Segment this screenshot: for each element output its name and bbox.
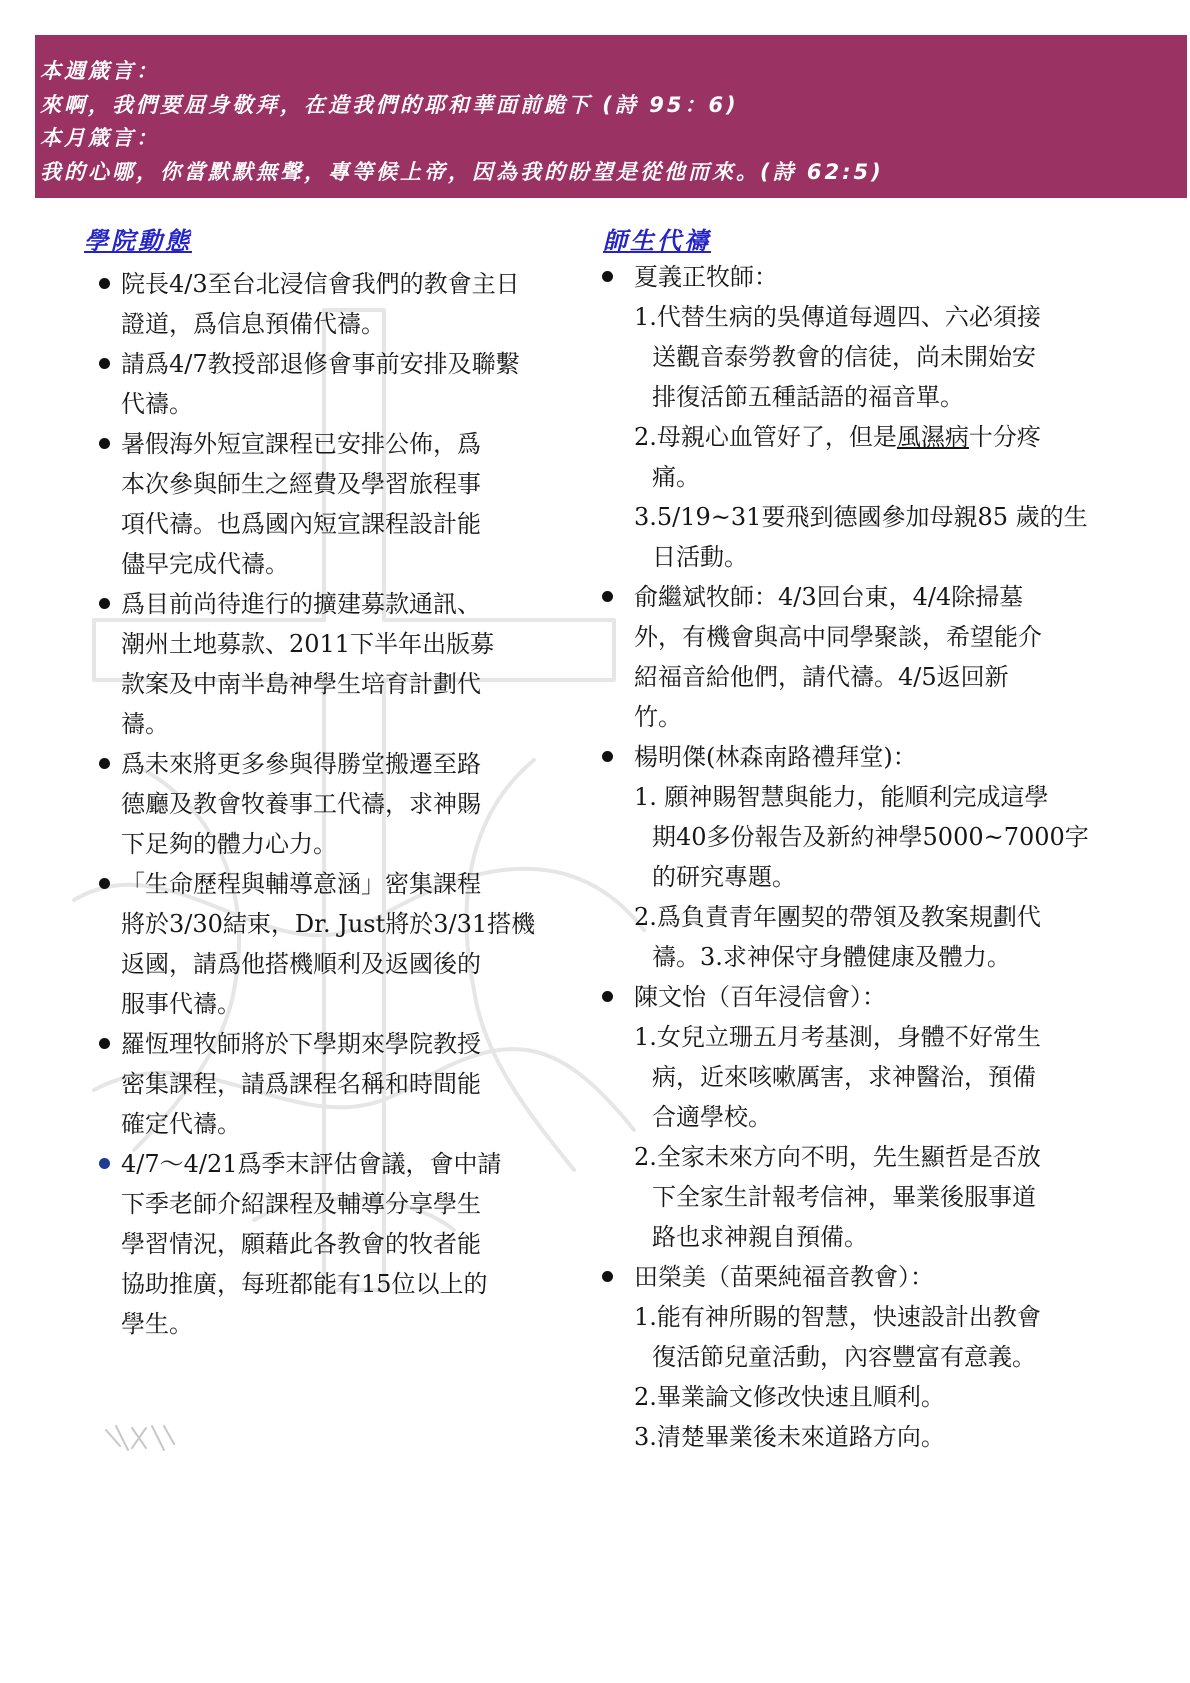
bullet-icon bbox=[602, 1271, 613, 1282]
item-line: 返國，請爲他搭機順利及返國後的 bbox=[121, 950, 481, 978]
subitem-line: 2.全家未來方向不明，先生顯哲是否放 bbox=[634, 1143, 1041, 1171]
person-line: 紹福音給他們，請代禱。4/5返回新 bbox=[634, 663, 1009, 691]
person-line: 外，有機會與高中同學聚談，希望能介 bbox=[634, 623, 1042, 651]
item-line: 學生。 bbox=[121, 1310, 193, 1338]
item-line: 本次參與師生之經費及學習旅程事 bbox=[121, 470, 481, 498]
subitem-line bbox=[634, 417, 1154, 457]
subitem-text: 2.母親心血管好了，但是 bbox=[634, 423, 897, 451]
subitem-line: 痛。 bbox=[652, 463, 700, 491]
academy-item bbox=[121, 584, 561, 744]
monthly-verse-label: 本月箴言： bbox=[40, 126, 160, 150]
academy-news-heading: 學院動態 bbox=[84, 227, 192, 255]
academy-item bbox=[121, 864, 561, 1024]
prayer-person bbox=[634, 257, 1154, 577]
item-line: 爲未來將更多參與得勝堂搬遷至路 bbox=[121, 750, 481, 778]
subitem-line: 3.清楚畢業後未來道路方向。 bbox=[634, 1423, 945, 1451]
prayer-requests-heading: 師生代禱 bbox=[603, 227, 711, 255]
subitem-line: 復活節兒童活動，內容豐富有意義。 bbox=[652, 1343, 1036, 1371]
item-line: 下足夠的體力心力。 bbox=[121, 830, 337, 858]
bullet-icon bbox=[99, 1038, 110, 1049]
item-line: 下季老師介紹課程及輔導分享學生 bbox=[121, 1190, 481, 1218]
item-line: 儘早完成代禱。 bbox=[121, 550, 289, 578]
academy-item bbox=[121, 744, 561, 864]
subitem-line: 禱。3.求神保守身體健康及體力。 bbox=[652, 943, 1011, 971]
bullet-icon bbox=[99, 438, 110, 449]
prayer-requests-list bbox=[634, 257, 1154, 1457]
person-name-line: 陳文怡（百年浸信會）： bbox=[634, 983, 886, 1011]
prayer-subitem bbox=[634, 497, 1154, 577]
bullet-icon bbox=[99, 758, 110, 769]
item-line: 禱。 bbox=[121, 710, 169, 738]
weekly-verse-label: 本週箴言： bbox=[40, 59, 160, 83]
item-line: 將於3/30結束，Dr. Just將於3/31搭機 bbox=[121, 910, 536, 938]
subitem-line: 路也求神親自預備。 bbox=[652, 1223, 868, 1251]
item-line: 潮州土地募款、2011下半年出版募 bbox=[121, 630, 495, 658]
academy-item bbox=[121, 344, 561, 424]
bullet-icon bbox=[602, 991, 613, 1002]
bullet-icon bbox=[99, 1158, 110, 1169]
subitem-line: 3.5/19~31要飛到德國參加母親85 歲的生 bbox=[634, 503, 1088, 531]
subitem-line: 1.代替生病的吳傳道每週四、六必須接 bbox=[634, 303, 1041, 331]
bullet-icon bbox=[602, 751, 613, 762]
prayer-subitem bbox=[634, 1417, 1154, 1457]
item-line: 密集課程，請爲課程名稱和時間能 bbox=[121, 1070, 481, 1098]
subitem-line: 日活動。 bbox=[652, 543, 748, 571]
subitem-line: 下全家生計報考信神，畢業後服事道 bbox=[652, 1183, 1036, 1211]
prayer-subitem bbox=[634, 1297, 1154, 1377]
prayer-subitem bbox=[634, 417, 1154, 497]
subitem-line: 1. 願神賜智慧與能力，能順利完成這學 bbox=[634, 783, 1049, 811]
academy-item bbox=[121, 1024, 561, 1144]
bullet-icon bbox=[99, 358, 110, 369]
item-line: 4/7～4/21爲季末評估會議，會中請 bbox=[121, 1150, 502, 1178]
academy-item bbox=[121, 264, 561, 344]
item-line: 確定代禱。 bbox=[121, 1110, 241, 1138]
subitem-line: 合適學校。 bbox=[652, 1103, 772, 1131]
academy-item bbox=[121, 1144, 561, 1344]
prayer-subitem bbox=[634, 1137, 1154, 1257]
prayer-subitem bbox=[634, 1377, 1154, 1417]
prayer-subitem bbox=[634, 1017, 1154, 1137]
subitem-line: 送觀音泰勞教會的信徒，尚未開始安 bbox=[652, 343, 1036, 371]
subitem-line: 2.爲負責青年團契的帶領及教案規劃代 bbox=[634, 903, 1041, 931]
person-name-line: 夏義正牧師： bbox=[634, 263, 778, 291]
prayer-subitem bbox=[634, 297, 1154, 417]
subitem-line: 病，近來咳嗽厲害，求神醫治，預備 bbox=[652, 1063, 1036, 1091]
item-line: 代禱。 bbox=[121, 390, 193, 418]
subitem-line: 2.畢業論文修改快速且順利。 bbox=[634, 1383, 945, 1411]
person-line: 俞繼斌牧師：4/3回台東，4/4除掃墓 bbox=[634, 583, 1024, 611]
verse-banner bbox=[35, 35, 1187, 198]
bullet-icon bbox=[99, 278, 110, 289]
academy-news-list bbox=[121, 264, 561, 1344]
subitem-line: 1.能有神所賜的智慧，快速設計出教會 bbox=[634, 1303, 1041, 1331]
item-line: 學習情況，願藉此各教會的牧者能 bbox=[121, 1230, 481, 1258]
prayer-subitem bbox=[634, 897, 1154, 977]
item-line: 協助推廣，每班都能有15位以上的 bbox=[121, 1270, 488, 1298]
prayer-person bbox=[634, 977, 1154, 1257]
item-line: 暑假海外短宣課程已安排公佈，爲 bbox=[121, 430, 481, 458]
bullet-icon bbox=[99, 598, 110, 609]
prayer-person bbox=[634, 737, 1154, 977]
person-line: 竹。 bbox=[634, 703, 682, 731]
item-line: 「生命歷程與輔導意涵」密集課程 bbox=[121, 870, 481, 898]
underlined-text: 風濕病 bbox=[896, 423, 969, 451]
item-line: 項代禱。也爲國內短宣課程設計能 bbox=[121, 510, 481, 538]
person-name-line: 楊明傑(林森南路禮拜堂)： bbox=[634, 743, 917, 771]
subitem-line: 期40多份報告及新約神學5000~7000字 bbox=[652, 823, 1089, 851]
subitem-text: 十分疼 bbox=[968, 423, 1041, 451]
academy-item bbox=[121, 424, 561, 584]
item-line: 請爲4/7教授部退修會事前安排及聯繫 bbox=[121, 350, 520, 378]
footer-logo-icon bbox=[102, 1420, 178, 1454]
person-name-line: 田榮美（苗栗純福音教會）： bbox=[634, 1263, 934, 1291]
subitem-line: 的研究專題。 bbox=[652, 863, 796, 891]
prayer-person bbox=[634, 1257, 1154, 1457]
item-line: 院長4/3至台北浸信會我們的教會主日 bbox=[121, 270, 520, 298]
subitem-line: 排復活節五種話語的福音單。 bbox=[652, 383, 964, 411]
prayer-subitem bbox=[634, 777, 1154, 897]
item-line: 德廳及教會牧養事工代禱，求神賜 bbox=[121, 790, 481, 818]
item-line: 服事代禱。 bbox=[121, 990, 241, 1018]
item-line: 款案及中南半島神學生培育計劃代 bbox=[121, 670, 481, 698]
item-line: 證道，爲信息預備代禱。 bbox=[121, 310, 385, 338]
bullet-icon bbox=[99, 878, 110, 889]
bullet-icon bbox=[602, 591, 613, 602]
item-line: 爲目前尚待進行的擴建募款通訊、 bbox=[121, 590, 481, 618]
subitem-line: 1.女兒立珊五月考基測，身體不好常生 bbox=[634, 1023, 1041, 1051]
prayer-person bbox=[634, 577, 1154, 737]
item-line: 羅恆理牧師將於下學期來學院教授 bbox=[121, 1030, 481, 1058]
monthly-verse-text: 我的心哪，你當默默無聲，專等候上帝，因為我的盼望是從他而來。(詩 62:5) bbox=[40, 159, 884, 184]
weekly-verse-text: 來啊，我們要屈身敬拜，在造我們的耶和華面前跪下 (詩 95：6) bbox=[40, 92, 739, 117]
bullet-icon bbox=[602, 271, 613, 282]
